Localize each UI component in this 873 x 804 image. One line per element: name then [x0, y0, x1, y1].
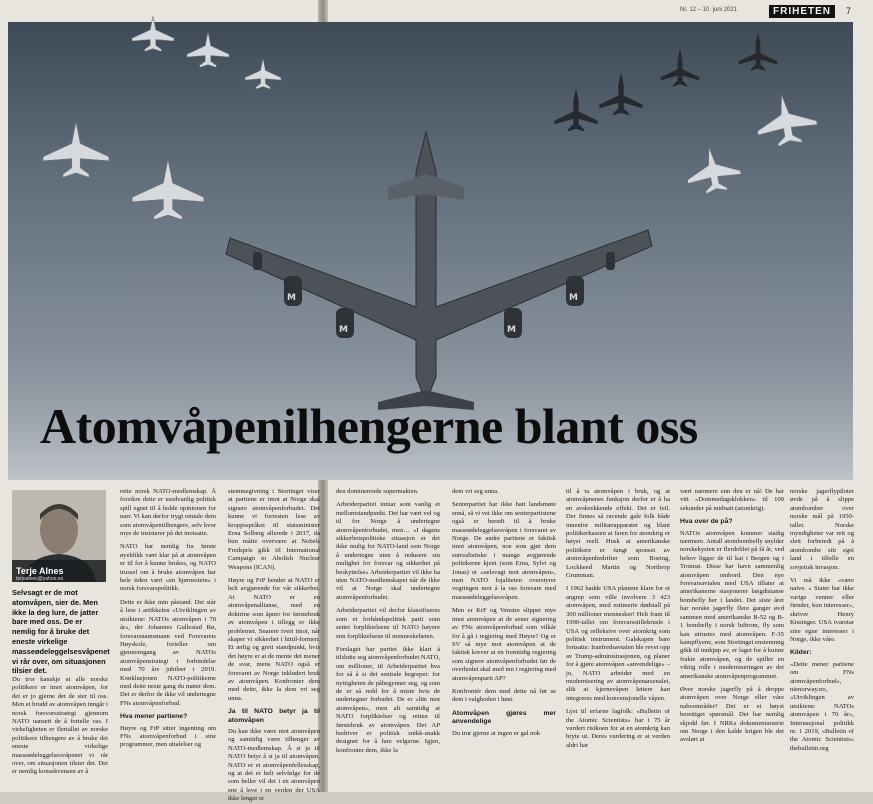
article-column-3	[228, 488, 320, 803]
body-paragraph: den dominerende supermakten.	[336, 488, 419, 495]
article-column-4	[336, 488, 440, 790]
author-name: Terje Alnes	[16, 566, 64, 576]
body-paragraph: Arbeiderpartiet inntar som vanlig et mellomstandpunkt. Det har vært vel og til for Norge å undertegne atomvåpenforbudet, men… «I dagens sikkerhetspolitiske situasjon er det ikke mulig for NATO-land som Norge å undertegne uten å redusere sin mulighet for forsvar og sikkerhet på beskyttelse» Arbeiderpartiet vil ikke ha uten NATO-medlemskapet når de ikke vil at Norge skal undertegne atomvåpenforbudet.	[336, 501, 440, 601]
body-paragraph: Høyre og FrP hender at NATO er helt avgjørende for vår sikkerhet. At NATO er en atomvåpenallianse, med en doktrine som åpner for førstebruk av atomvåpen i tillegg er ikke problemet. Snarere tvert imot, når skaper vi sikkerhet i hittil-formen. Et ærlig og greit standpunkt, hvis det høyre er at de mente det mener de svar, mens NATO også er forsvaret av Norge inkludert bruk av atomvåpen. Konfronter dem med dette, ikke la dem vri seg unna.	[228, 577, 320, 702]
article-column-7	[680, 488, 784, 790]
article-column-5	[452, 488, 556, 790]
body-paragraph: dem vri seg unna.	[452, 488, 499, 495]
body-paragraph: «Dette mener partiene om FNs atomvåpenforbud», nienorway.no, «Utviklingen av utsiktene: NATOs atomvåpen i 70 år», Internasjonal politikk nr. 1 2019, «Bulletin of the Atomic Scientists» thebulletin.org	[790, 660, 854, 752]
author-email: terjealnes@yahoo.no	[16, 576, 64, 582]
body-paragraph: til å ta atomvåpen i bruk, og at atomvåpnenes funksjon derfor er å ha en avskrekkende effekt. Det er feil. Der finnes så ravende gale folk både innenfor militærapparatet og blant politikerkassen at faren for atomkrig er høyst reell. Husk at amerikanske politikere er tungt sponset av atomvåpenbedrifter som Boeing, Lockheed Martin og Northrop Grumman.	[566, 488, 670, 580]
body-paragraph: stemmegivning i Stortinget viser at partiene er imot at Norge skal signere atomvåpenforbudet. Det kunne vi forresten lese av kroppsspråket til statsminister Erna Solberg allerede i 2017, da hun måtte overvære at Nobels Fredspris gikk til International Campaign to Abolish Nuclear Weapons (ICAN).	[228, 488, 320, 571]
article-column-2	[120, 488, 216, 790]
body-paragraph: I 1962 hadde USA planene klare for et angrep som ville involvere 3 423 atomvåpen, med estimerte dødstall på 300 millioner mennesker! Helt fram til 1990-tallet om forsvarsstillekrusle i USA og refleksive over atomkrig som politisk instrument. Galskapen bare fortsatte: Iranfredsavtalen ble revet opp av Trump-administrasjonen, og planer for å gjøre atomvåpen «anvendelige» – jo, NATO arbeider med en modernisering av atomvåpenarsenalet, slik at kjernevåpen lettere kan integreres med konvensjonelle våpen.	[566, 585, 670, 702]
page-number: 7	[846, 6, 852, 16]
body-paragraph: Lyst til erfarne fagfolk: «Bulletin of the Atomic Scientists» har i 75 år vurdert risikoen for at en atomkrig kan bryte ut. Deres vurdering er at verden aldri har	[566, 708, 670, 749]
article-lead: Selvsagt er de mot atomvåpen, sier de. Men ikke la deg lure, de jatter bare med oss. De er nemlig for å bruke det eneste virkelige masseødeleggelsesvåpenet vi rår over, om situasjonen tilsier det.	[12, 588, 110, 676]
body-paragraph: Konfrontér dem med dette nå før se dem i valgboden i høst.	[452, 687, 556, 704]
section-subheading: Hva mener partiene?	[120, 713, 188, 721]
svg-text:M: M	[569, 293, 578, 303]
body-paragraph: vært nærmere enn den er nå! De har vitt «Dommedagsklokken» til 100 sekunder på midnatt (atomkrig).	[680, 488, 784, 512]
body-paragraph: norske jagerflypiloter øvde på å slippe atombomber over norske mål på 1950-tallet. Norske myndigheter var rett og slett forberedt på å atombombe sitt eget land i tilfelle en sovjetisk invasjon.	[790, 488, 854, 571]
body-paragraph: Men er KrF og Venstre slipper mye imot atomvåpen at de sener signering av FNs atomvåpenforbud som vilkår for å gå i regjering med Høyre? Og er SV så mye mot atomvåpen at de faktisk krever at en fremtidig regjering som signere atomvåpenforbudet før de overhodet skal med inn i regjering med atomvåpenparti AP?	[452, 607, 556, 682]
body-paragraph: NATOs atomvåpen kommer stadig nærmere. Antall atombombefly snylder norskekysten er flerdoblet på få år, ved behov ligger de til kai i Bergen og i Tromsø. Disse har havn sammenlig atomvåpen ombord. Den nye forsvarsavtalen med USA tillater at amerikanerne stasjonerer langdistanse bombefly her i landet. Det siste året har norske jagerfly flere ganger øvd sammen med amerikanske B-52 og B-1 bombefly i norsk luftrom, fly som kan utrustes med atomvåpen. F-35 kampflyene, som Stortinget enstemmig gikk til innkjøp av, er laget for å kunne frakte atomvåpen, og de spiller en viktig rolle i moderniseringen av det amerikanske atomvåpenprogrammet.	[680, 529, 784, 680]
body-paragraph: Vi må ikke «være naive. « Stater har ikke varige venner eller fiender, kun interesser», skriver Henry Kissinger. USA ivaretar sine egne interesser i Norge, ikke våre.	[790, 577, 854, 643]
article-column-6	[566, 488, 670, 790]
section-subheading: Kilder:	[790, 649, 812, 657]
body-paragraph: Dette er ikke min påstand. Det står å lese i artikkelen «Utviklingen av utsiktene: NATOs atomvåpen i 70 år», der Johannes Gullestad Rø, forsvarsnamsmann ved Forsvarets Høyskole, forteller om gjennomgang av NATOs atomvåpenstrategi i forbindelse med 70 års jubileet i 2019. Konklusjonen NATO-politikerne med dette neste gang du møter dem. Det er derfor de ikke vil undertegne FNs atomvåpenforbud.	[120, 598, 216, 707]
publication-logo: FRIHETEN	[769, 5, 835, 18]
body-paragraph: rette norsk NATO-medlemskap. Å forsikre dette er usedvanlig politisk spill egnet til å holde opinionen for narr. Vi kan derfor trygt omtale dem som atomvåpentilhengere, selv hvor mye de insisterer på det motsatte.	[120, 488, 216, 538]
section-subheading: Ja til NATO betyr ja til atomvåpen	[228, 708, 320, 724]
svg-text:M: M	[287, 293, 296, 303]
page-header	[330, 0, 873, 22]
body-paragraph: Forslaget har partiet ikke klart å tilslutte seg atomvåpenforbudet NATO, om millioner, til Arbeiderpartiet hva for så å si det sentrale begrepet: for nyttigheten de påbegynner seg, og som de er så redd for å miste hvis de undertegner forbudet. De er «lite mot atomvåpen», men alt samtidig at NATO forpliktelser og retten til førstebruk av atomvåpen. Det AP bedriver er politisk snikk-snakk designet for å lure velgerne. Igjen, konfronter dem, ikke la	[336, 645, 440, 754]
body-paragraph: Høyre og FrP sitter ingenting om FNs atomvåpenforbud i sine programmer, men uttalelser og	[120, 724, 216, 749]
section-subheading: Hva over de på?	[680, 518, 733, 526]
issue-date: Nr. 12 – 10. juni 2021	[680, 7, 738, 13]
svg-text:M: M	[339, 325, 348, 335]
article-column-1	[12, 676, 108, 792]
article-headline: Atomvåpenilhengerne blant oss	[40, 398, 698, 454]
svg-text:M: M	[507, 325, 516, 335]
body-paragraph: Du trur gjerne at ingen er gal nok	[452, 729, 541, 737]
article-column-8	[790, 488, 854, 790]
body-paragraph: Øver norske jagerfly på å droppe atomvåpen over Norge eller våre naboområder? Det er et høyst berettiget spørsmål. Det har nemlig skjedd før. I NRKs dokumentarserie om Norge i den kalde krigen ble det avslørt at	[680, 685, 784, 744]
body-paragraph: Senterpartiet har ikke hatt landsmøte ennå, så vi vet ikke om senterpartistene også er beredt til å bruke masseødeleggelsesvåpen i forsvaret av Norge. De andre partiene er faktisk imot atomvåpen, noe som gjør dem surrealistiske i mange avgjørende politikerne kjent (som Erna, Sylvi og Jonas) et «uelsvagt mot atomvåpen», men NATO lojaliteten overstyrer vegringen mot å la oss forsvare med masseødeleggelsesvåpen.	[452, 501, 556, 601]
body-paragraph: Du kan ikke være mot atomvåpen og samtidig være tilhenger av NATO-medlemskap. Å si ja til NATO betyr å si ja til atomvåpen. NATO er et atomvåpenfellesskap, og at det er helt selvfølge for de som heller vil det i en atomvåpen ene å leve i en verden der USA ikke lenger er	[228, 727, 320, 803]
body-paragraph: Du tror kanskje at alle norske politikere er imot atomvåpen, for det er jo gjerne det de sier til oss. Men et brudd av atomvåpen inngår i norsk forsvarsstrategi gjennom NATO uansett de å fortelle oss. I virkeligheten er flertallet av norske politikere tilhengere av å bruke det eneste virkelige masseødeleggelsesvåpenet vi rår over, om situasjonen tilsier det. Det er nemlig konsekvensen av å	[12, 676, 108, 776]
section-subheading: Atomvåpen gjøres mer anvendelige	[452, 709, 556, 726]
body-paragraph: Arbeiderpartiet vil derfor klassifiseres som et forhåndspolitisk parti som setter forpliktelsene til NATO høyere enn forpliktelsene til menneskeheten.	[336, 607, 440, 640]
body-paragraph: NATO har nemlig fra første øyeblikk vært klar på at atomvåpen er til for å kunne brukes, og NATO trussel om å bruke atomvåpen har hele tiden vært «en hjørnestein» i norsk forsvarspolitikk.	[120, 543, 216, 593]
